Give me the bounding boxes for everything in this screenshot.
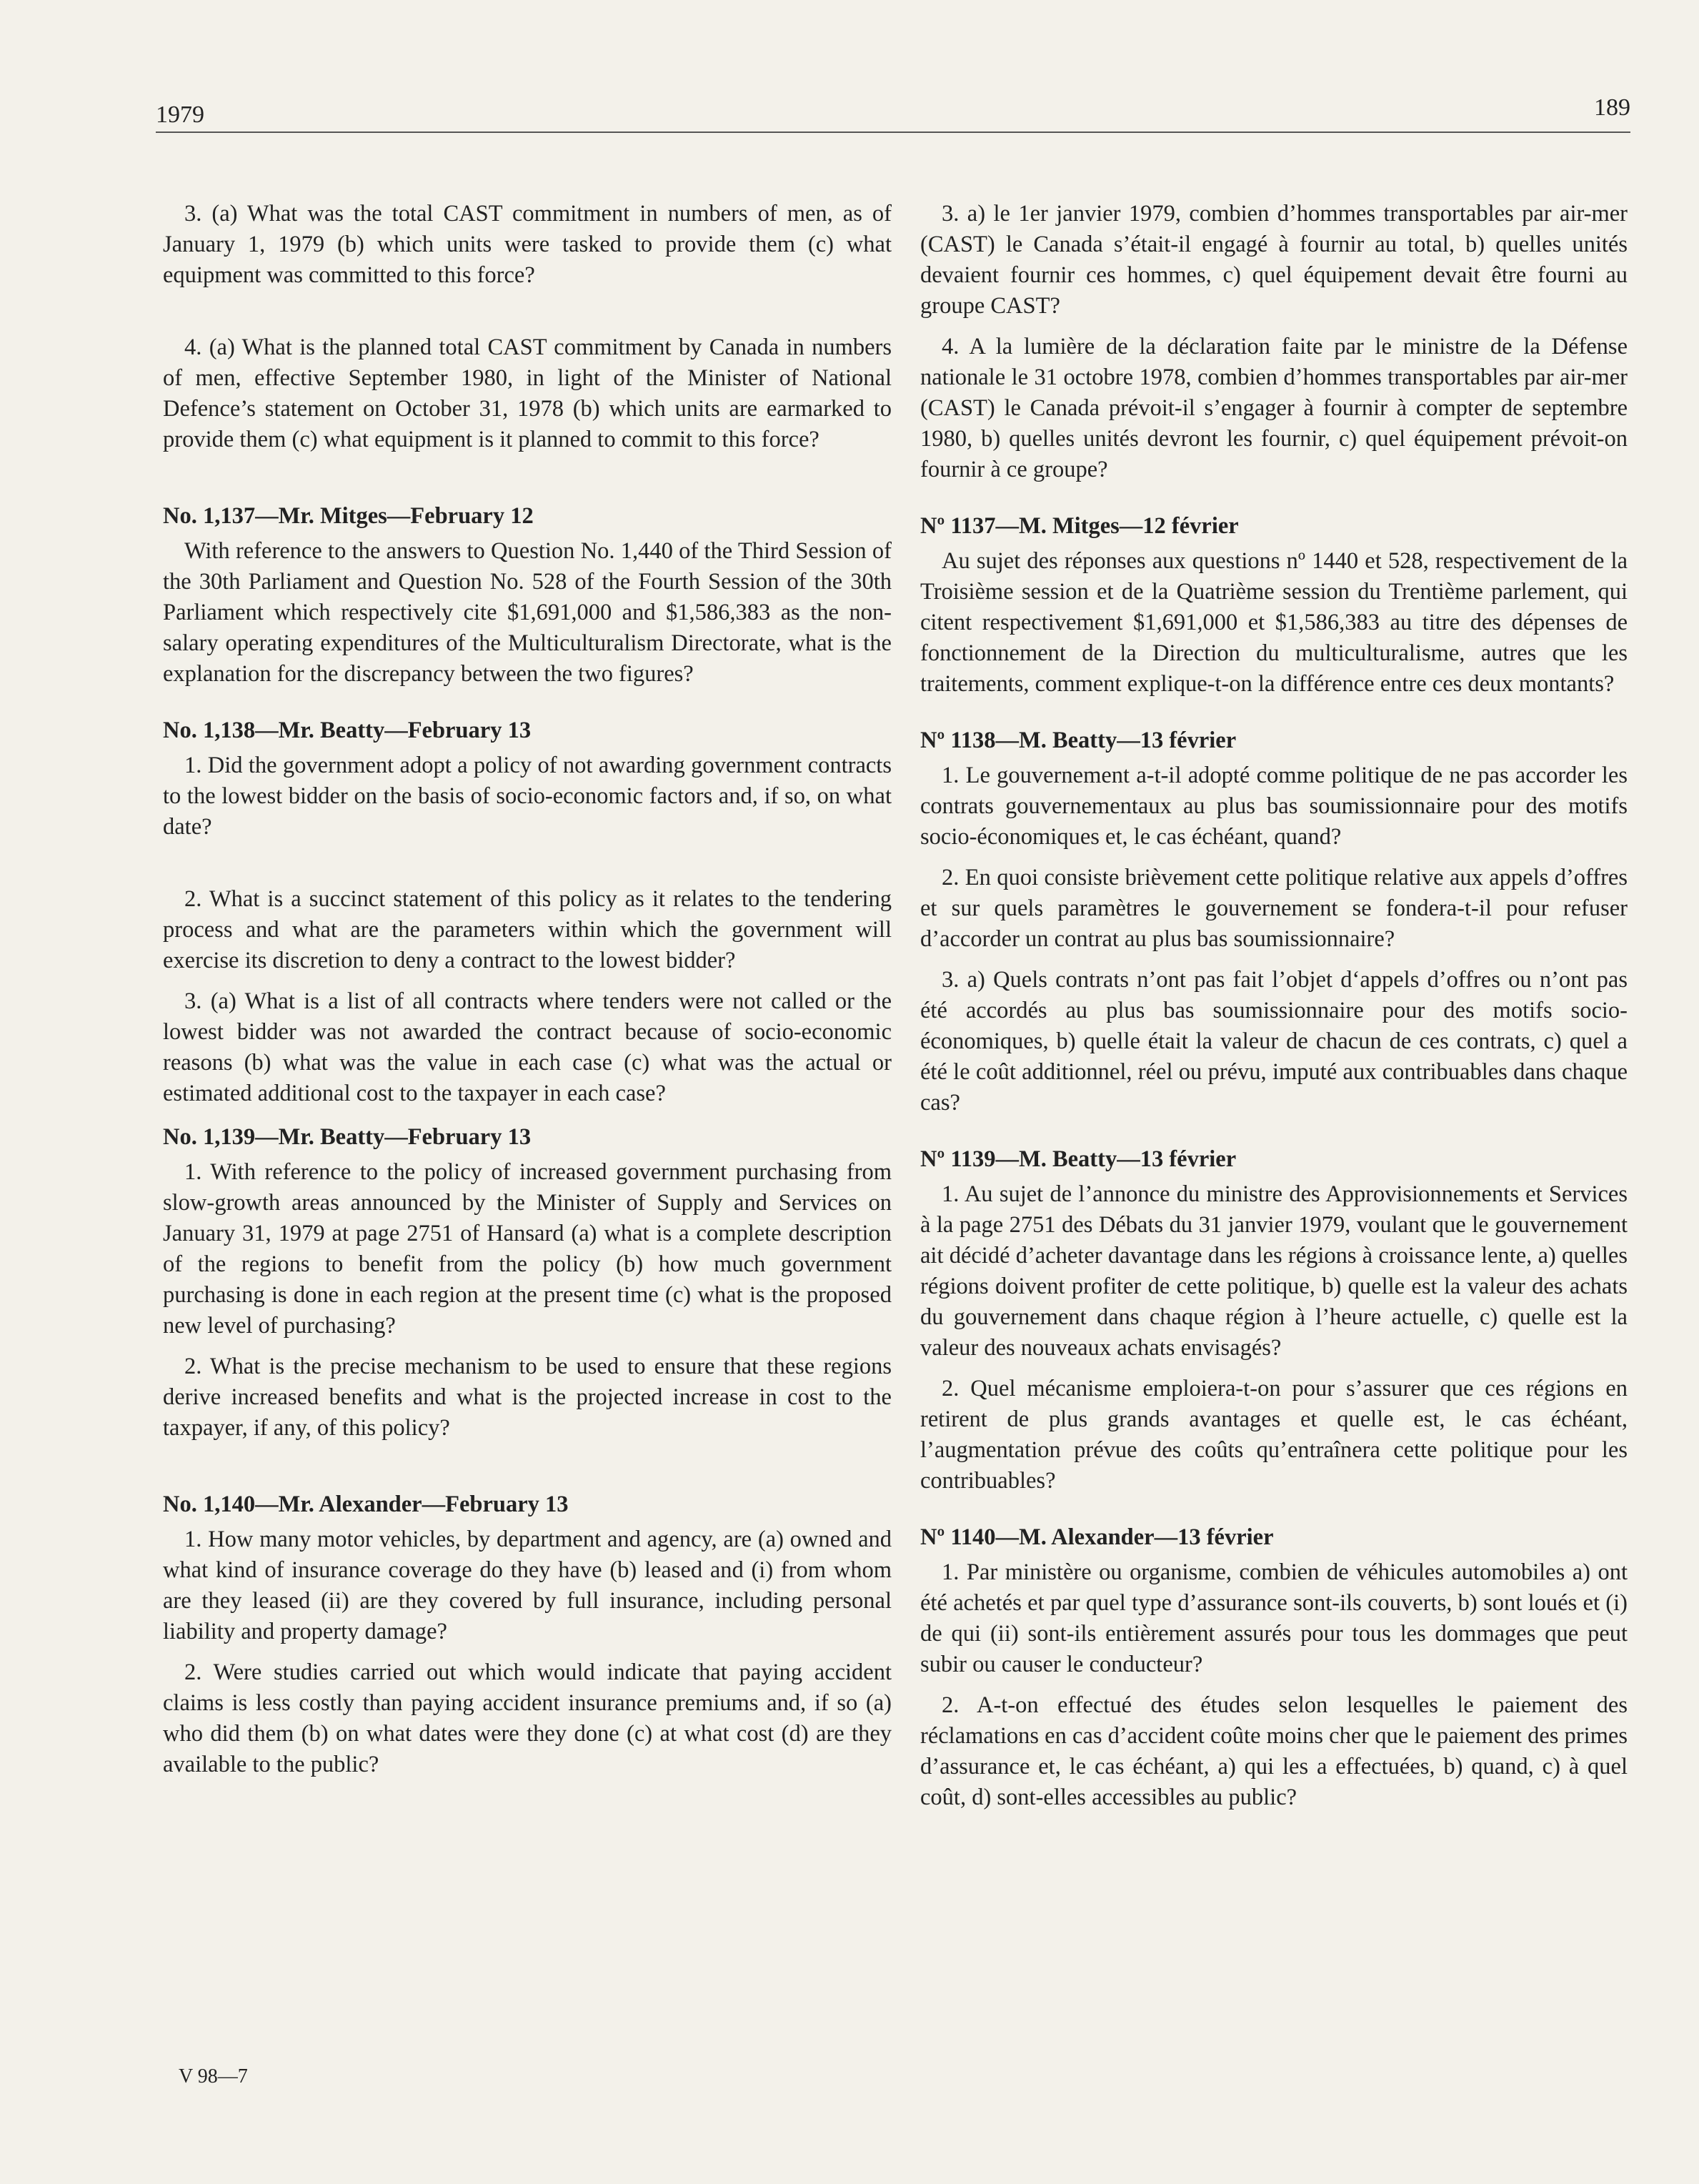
question-paragraph: 2. A-t-on effectué des études selon lesquelles le paiement des réclamations en cas d’accident coûte moins cher que le paiement des primes d’assurance et, le cas échéant, a) qui les a effectuées, b) quand, c) à quel coût, d) sont-elles accessibles au public?	[920, 1692, 1628, 1810]
question-heading: Nº 1140—M. Alexander—13 février	[920, 1524, 1274, 1550]
question-paragraph: 1. How many motor vehicles, by department and agency, are (a) owned and what kind of insurance coverage do they have (b) leased and (i) from whom are they leased (ii) are they covered by full insurance, including personal liability and property damage?	[163, 1527, 892, 1644]
question-paragraph: 1. With reference to the policy of increased government purchasing from slow-growth areas announced by the Minister of Supply and Services on January 31, 1979 at page 2751 of Hansard (a) what is a complete description of the regions to benefit from the policy (b) how much government purchasing is done in each region at the present time (c) what is the proposed new level of purchasing?	[163, 1159, 892, 1339]
question-paragraph: Au sujet des réponses aux questions nº 1440 et 528, respectivement de la Troisième session et de la Quatrième session du Trentième parlement, qui citent respectivement $1,691,000 et $1,586,383 au titre des dépenses de fonctionnement de la Direction du multiculturalisme, autres que les traitements, comment explique-t-on la différence entre ces deux montants?	[920, 548, 1628, 697]
footer-code: V 98—7	[179, 2065, 248, 2088]
question-paragraph: With reference to the answers to Question No. 1,440 of the Third Session of the 30th Parliament and Question No. 528 of the Fourth Session of the 30th Parliament which respectively cite $1,691,000 and $1,586,383 as the non-salary operating expenditures of the Multiculturalism Directorate, what is the explanation for the discrepancy between the two figures?	[163, 538, 892, 687]
question-paragraph: 3. a) le 1er janvier 1979, combien d’hommes transportables par air-mer (CAST) le Canada s’était-il engagé à fournir au total, b) quelles unités devaient fournir ces hommes, c) quel équipement devait être fourni au groupe CAST?	[920, 201, 1628, 319]
question-paragraph: 1. Au sujet de l’annonce du ministre des Approvisionnements et Services à la page 2751 des Débats du 31 janvier 1979, voulant que le gouvernement ait décidé d’acheter davantage dans les régions à croissance lente, a) quelles régions doivent profiter de cette politique, b) quelle est la valeur des achats du gouvernement dans chaque région à l’heure actuelle, c) quelle est la valeur des nouveaux achats envisagés?	[920, 1181, 1628, 1361]
question-paragraph: 2. What is a succinct statement of this policy as it relates to the tendering process and what are the parameters within which the government will exercise its discretion to deny a contract to the lowest bidder?	[163, 886, 892, 973]
question-paragraph: 3. a) Quels contrats n’ont pas fait l’objet d‘appels d’offres ou n’ont pas été accordés au plus bas soumissionnaire pour des motifs socio-économiques, b) quelle était la valeur de chacun de ces contrats, c) quel a été le coût additionnel, réel ou prévu, imputé aux contribuables dans chaque cas?	[920, 967, 1628, 1116]
question-paragraph: 4. A la lumière de la déclaration faite par le ministre de la Défense nationale le 31 octobre 1978, combien d’hommes transportables par air-mer (CAST) le Canada prévoit-il s’engager à fournir à compter de septembre 1980, b) quelles unités devront les fournir, c) quel équipement prévoit-on fournir à ce groupe?	[920, 334, 1628, 482]
question-paragraph: 2. En quoi consiste brièvement cette politique relative aux appels d’offres et sur quels paramètres le gouvernement se fondera-t-il pour refuser d’accorder un contrat au plus bas soumissionnaire?	[920, 865, 1628, 952]
page-header	[156, 87, 1630, 133]
question-heading: No. 1,138—Mr. Beatty—February 13	[163, 718, 532, 743]
question-paragraph: 2. Were studies carried out which would indicate that paying accident claims is less costly than paying accident insurance premiums and, if so (a) who did them (b) on what dates were they done (c) at what cost (d) are they available to the public?	[163, 1659, 892, 1777]
question-heading: Nº 1138—M. Beatty—13 février	[920, 728, 1237, 753]
page-year: 1979	[156, 101, 204, 128]
question-heading: Nº 1137—M. Mitges—12 février	[920, 513, 1239, 539]
question-paragraph: 3. (a) What is a list of all contracts where tenders were not called or the lowest bidder was not awarded the contract because of socio-economic reasons (b) what was the value in each case (c) what was the actual or estimated additional cost to the taxpayer in each case?	[163, 988, 892, 1106]
question-paragraph: 1. Par ministère ou organisme, combien de véhicules automobiles a) ont été achetés et par quel type d’assurance sont-ils couverts, b) sont loués et (i) de qui (ii) sont-ils entièrement assurés pour tous les dommages que peut subir ou causer le conducteur?	[920, 1559, 1628, 1677]
question-paragraph: 2. Quel mécanisme emploiera-t-on pour s’assurer que ces régions en retirent de plus grands avantages et quelle est, le cas échéant, l’augmentation prévue des coûts qu’entraînera cette politique pour les contribuables?	[920, 1376, 1628, 1494]
question-paragraph: 3. (a) What was the total CAST commitment in numbers of men, as of January 1, 1979 (b) which units were tasked to provide them (c) what equipment was committed to this force?	[163, 201, 892, 288]
question-paragraph: 4. (a) What is the planned total CAST commitment by Canada in numbers of men, effective September 1980, in light of the Minister of National Defence’s statement on October 31, 1978 (b) which units are earmarked to provide them (c) what equipment is it planned to commit to this force?	[163, 334, 892, 452]
question-heading: No. 1,137—Mr. Mitges—February 12	[163, 503, 534, 529]
english-column	[163, 199, 892, 1790]
question-heading: No. 1,140—Mr. Alexander—February 13	[163, 1491, 569, 1517]
question-heading: Nº 1139—M. Beatty—13 février	[920, 1146, 1237, 1172]
question-paragraph: 1. Le gouvernement a-t-il adopté comme politique de ne pas accorder les contrats gouvernementaux au plus bas soumissionnaire pour des motifs socio-économiques et, le cas échéant, quand?	[920, 763, 1628, 850]
question-paragraph: 1. Did the government adopt a policy of not awarding government contracts to the lowest bidder on the basis of socio-economic factors and, if so, on what date?	[163, 753, 892, 840]
question-paragraph: 2. What is the precise mechanism to be used to ensure that these regions derive increased benefits and what is the projected increase in cost to the taxpayer, if any, of this policy?	[163, 1354, 892, 1441]
french-column	[920, 199, 1628, 1823]
question-heading: No. 1,139—Mr. Beatty—February 13	[163, 1124, 532, 1150]
page-number: 189	[1594, 94, 1630, 121]
